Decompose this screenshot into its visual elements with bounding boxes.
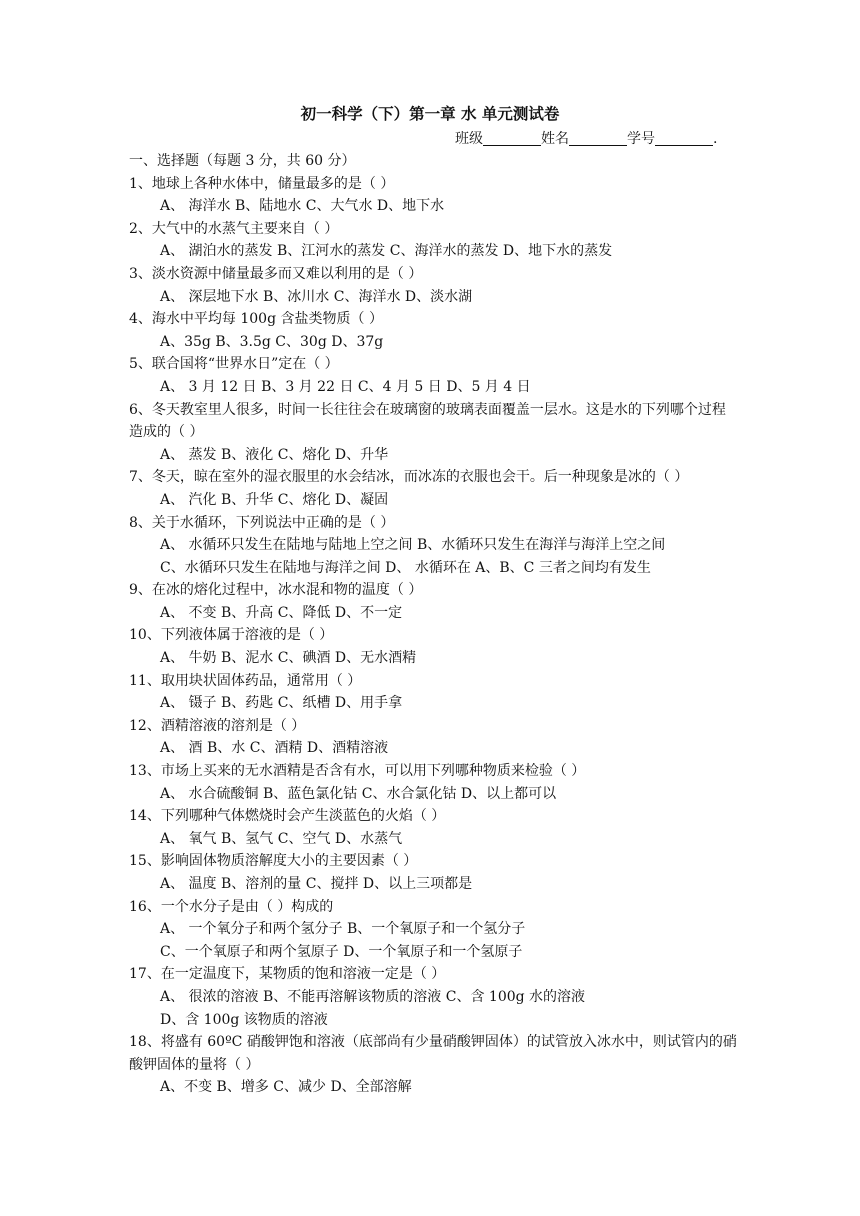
answer-options: A、不变 B、增多 C、减少 D、全部溶解: [160, 1079, 412, 1096]
question-text: 7、冬天，晾在室外的湿衣服里的水会结冰，而冰冻的衣服也会干。后一种现象是冰的（ ）: [129, 469, 689, 486]
page-title: 初一科学（下）第一章 水 单元测试卷: [300, 104, 560, 123]
answer-options: A、 很浓的溶液 B、不能再溶解该物质的溶液 C、含 100g 水的溶液: [160, 988, 586, 1005]
answer-options: D、含 100g 该物质的溶液: [160, 1011, 328, 1028]
id-blank[interactable]: [655, 129, 713, 146]
answer-options: A、 氧气 B、氢气 C、空气 D、水蒸气: [160, 830, 403, 847]
answer-options: A、 深层地下水 B、冰川水 C、海洋水 D、淡水湖: [160, 288, 473, 305]
class-blank[interactable]: [483, 129, 541, 146]
question-text: 10、下列液体属于溶液的是（ ）: [129, 627, 334, 644]
question-text: 9、在冰的熔化过程中，冰水混和物的温度（ ）: [129, 582, 423, 599]
question-text: 5、联合国将“世界水日”定在（ ）: [129, 356, 339, 373]
question-text: 18、将盛有 60ºC 硝酸钾饱和溶液（底部尚有少量硝酸钾固体）的试管放入冰水中，则试管内的硝酸钾固体的量将（ ）: [129, 1034, 737, 1073]
answer-options: C、水循环只发生在陆地与海洋之间 D、 水循环在 A、B、C 三者之间均有发生: [160, 559, 651, 576]
question-text: 1、地球上各种水体中，储量最多的是（ ）: [129, 175, 395, 192]
answer-options: A、 海洋水 B、陆地水 C、大气水 D、地下水: [160, 198, 445, 215]
end-mark: .: [713, 131, 718, 147]
question-text: 13、市场上买来的无水酒精是否含有水，可以用下列哪种物质来检验（ ）: [129, 763, 586, 780]
answer-options: A、 镊子 B、药匙 C、纸槽 D、用手拿: [160, 695, 403, 712]
answer-options: A、 水循环只发生在陆地与陆地上空之间 B、水循环只发生在海洋与海洋上空之间: [160, 537, 666, 554]
question-list: [129, 150, 739, 1099]
question-text: 4、海水中平均每 100g 含盐类物质（ ）: [129, 311, 383, 328]
name-blank[interactable]: [569, 129, 627, 146]
answer-options: A、 汽化 B、升华 C、熔化 D、凝固: [160, 491, 389, 508]
answer-options: A、 湖泊水的蒸发 B、江河水的蒸发 C、海洋水的蒸发 D、地下水的蒸发: [160, 243, 613, 260]
question-text: 14、下列哪种气体燃烧时会产生淡蓝色的火焰（ ）: [129, 808, 446, 825]
student-info: [455, 128, 717, 150]
question-text: 11、取用块状固体药品，通常用（ ）: [129, 672, 362, 689]
answer-options: A、 水合硫酸铜 B、蓝色氯化钴 C、水合氯化钴 D、以上都可以: [160, 785, 557, 802]
section-title: 一、选择题（每题 3 分，共 60 分）: [129, 153, 356, 169]
question-text: 15、影响固体物质溶解度大小的主要因素（ ）: [129, 853, 418, 870]
answer-options: A、 蒸发 B、液化 C、熔化 D、升华: [160, 446, 389, 463]
question-text: 2、大气中的水蒸气主要来自（ ）: [129, 220, 339, 237]
answer-options: A、 酒 B、水 C、酒精 D、酒精溶液: [160, 740, 389, 757]
answer-options: C、一个氧原子和两个氢原子 D、一个氧原子和一个氢原子: [160, 943, 523, 960]
question-text: 16、一个水分子是由（ ）构成的: [129, 898, 334, 915]
question-text: 6、冬天教室里人很多，时间一长往往会在玻璃窗的玻璃表面覆盖一层水。这是水的下列哪个过程造成的（ ）: [129, 401, 726, 441]
question-text: 3、淡水资源中储量最多而又难以利用的是（ ）: [129, 265, 423, 282]
question-text: 8、关于水循环，下列说法中正确的是（ ）: [129, 514, 395, 531]
class-label: 班级: [455, 131, 483, 147]
question-text: 12、酒精溶液的溶剂是（ ）: [129, 717, 306, 734]
question-text: 17、在一定温度下，某物质的饱和溶液一定是（ ）: [129, 966, 446, 983]
answer-options: A、 3 月 12 日 B、3 月 22 日 C、4 月 5 日 D、5 月 4 日: [160, 378, 531, 395]
answer-options: A、35g B、3.5g C、30g D、37g: [160, 333, 384, 350]
answer-options: A、 温度 B、溶剂的量 C、搅拌 D、以上三项都是: [160, 876, 473, 892]
answer-options: A、 不变 B、升高 C、降低 D、不一定: [160, 604, 403, 621]
id-label: 学号: [627, 131, 655, 147]
name-label: 姓名: [541, 131, 569, 147]
answer-options: A、 一个氧分子和两个氢分子 B、一个氧原子和一个氢分子: [160, 921, 526, 938]
answer-options: A、 牛奶 B、泥水 C、碘酒 D、无水酒精: [160, 650, 417, 667]
